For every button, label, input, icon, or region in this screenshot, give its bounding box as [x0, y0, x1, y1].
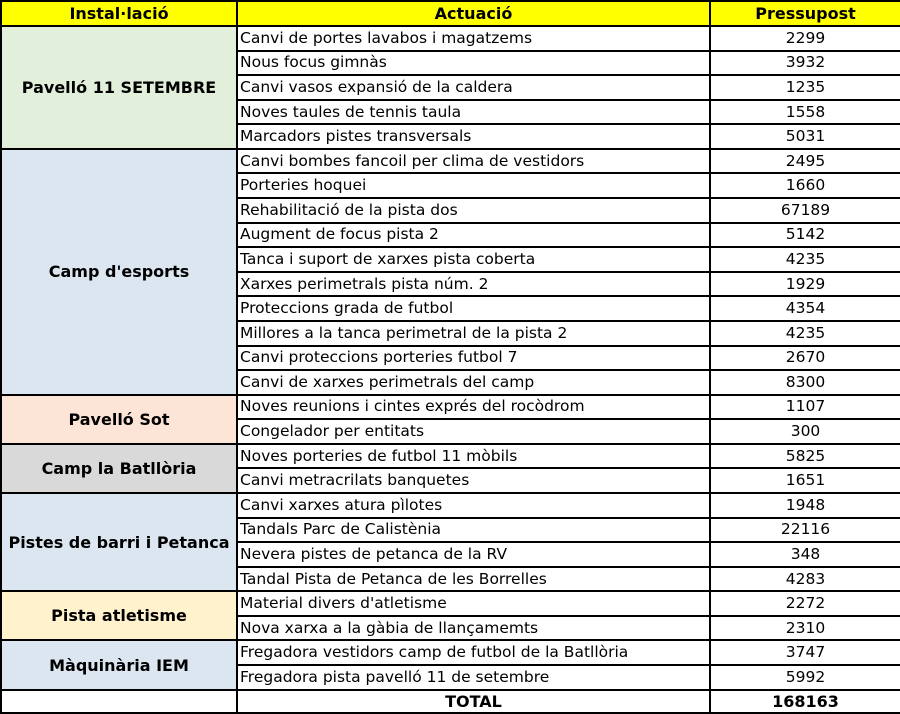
action-cell: Material divers d'atletisme	[237, 591, 710, 616]
action-cell: Noves porteries de futbol 11 mòbils	[237, 444, 710, 469]
action-cell: Nevera pistes de petanca de la RV	[237, 542, 710, 567]
action-cell: Nous focus gimnàs	[237, 51, 710, 76]
action-cell: Millores a la tanca perimetral de la pista 2	[237, 321, 710, 346]
budget-cell: 4235	[710, 321, 900, 346]
budget-cell: 67189	[710, 198, 900, 223]
table-row	[1, 26, 900, 51]
total-spacer	[1, 690, 237, 713]
action-cell: Nova xarxa a la gàbia de llançamemts	[237, 616, 710, 641]
action-cell: Tandal Pista de Petanca de les Borrelles	[237, 567, 710, 592]
action-cell: Canvi proteccions porteries futbol 7	[237, 346, 710, 371]
budget-cell: 22116	[710, 518, 900, 543]
action-cell: Noves taules de tennis taula	[237, 100, 710, 125]
budget-cell: 5825	[710, 444, 900, 469]
action-cell: Canvi metracrilats banquetes	[237, 468, 710, 493]
budget-cell: 4283	[710, 567, 900, 592]
action-cell: Tanca i suport de xarxes pista coberta	[237, 247, 710, 272]
installation-cell: Pista atletisme	[1, 591, 237, 640]
budget-cell: 4235	[710, 247, 900, 272]
total-value: 168163	[710, 690, 900, 713]
installation-cell: Pavelló 11 SETEMBRE	[1, 26, 237, 149]
budget-cell: 8300	[710, 370, 900, 395]
action-cell: Proteccions grada de futbol	[237, 296, 710, 321]
budget-cell: 2299	[710, 26, 900, 51]
installation-cell: Màquinària IEM	[1, 640, 237, 690]
table-body	[1, 26, 900, 690]
header-action: Actuació	[237, 1, 710, 26]
action-cell: Noves reunions i cintes exprés del rocòdrom	[237, 395, 710, 420]
installation-cell: Camp la Batllòria	[1, 444, 237, 493]
action-cell: Xarxes perimetrals pista núm. 2	[237, 272, 710, 297]
budget-cell: 1948	[710, 493, 900, 518]
budget-cell: 4354	[710, 296, 900, 321]
budget-cell: 3932	[710, 51, 900, 76]
action-cell: Canvi de xarxes perimetrals del camp	[237, 370, 710, 395]
action-cell: Canvi de portes lavabos i magatzems	[237, 26, 710, 51]
action-cell: Augment de focus pista 2	[237, 223, 710, 248]
action-cell: Fregadora pista pavelló 11 de setembre	[237, 665, 710, 690]
budget-cell: 1107	[710, 395, 900, 420]
header-budget: Pressupost	[710, 1, 900, 26]
action-cell: Marcadors pistes transversals	[237, 124, 710, 149]
budget-cell: 1929	[710, 272, 900, 297]
header-row	[1, 1, 900, 26]
budget-cell: 5142	[710, 223, 900, 248]
action-cell: Porteries hoquei	[237, 173, 710, 198]
table-row	[1, 640, 900, 665]
budget-cell: 2272	[710, 591, 900, 616]
budget-cell: 2670	[710, 346, 900, 371]
budget-cell: 1660	[710, 173, 900, 198]
table-row	[1, 395, 900, 420]
budget-cell: 2495	[710, 149, 900, 174]
budget-cell: 5031	[710, 124, 900, 149]
action-cell: Fregadora vestidors camp de futbol de la Batllòria	[237, 640, 710, 665]
action-cell: Canvi xarxes atura pìlotes	[237, 493, 710, 518]
budget-cell: 1558	[710, 100, 900, 125]
budget-cell: 1235	[710, 75, 900, 100]
budget-cell: 300	[710, 419, 900, 444]
budget-cell: 2310	[710, 616, 900, 641]
budget-cell: 1651	[710, 468, 900, 493]
budget-cell: 5992	[710, 665, 900, 690]
table-row	[1, 444, 900, 469]
action-cell: Tandals Parc de Calistènia	[237, 518, 710, 543]
table-row	[1, 591, 900, 616]
action-cell: Canvi vasos expansió de la caldera	[237, 75, 710, 100]
table-row	[1, 493, 900, 518]
header-installation: Instal·lació	[1, 1, 237, 26]
budget-cell: 3747	[710, 640, 900, 665]
total-label: TOTAL	[237, 690, 710, 713]
action-cell: Rehabilitació de la pista dos	[237, 198, 710, 223]
action-cell: Congelador per entitats	[237, 419, 710, 444]
installation-cell: Pistes de barri i Petanca	[1, 493, 237, 591]
action-cell: Canvi bombes fancoil per clima de vestidors	[237, 149, 710, 174]
installation-cell: Pavelló Sot	[1, 395, 237, 444]
total-row	[1, 690, 900, 713]
budget-cell: 348	[710, 542, 900, 567]
table-row	[1, 149, 900, 174]
installation-cell: Camp d'esports	[1, 149, 237, 395]
